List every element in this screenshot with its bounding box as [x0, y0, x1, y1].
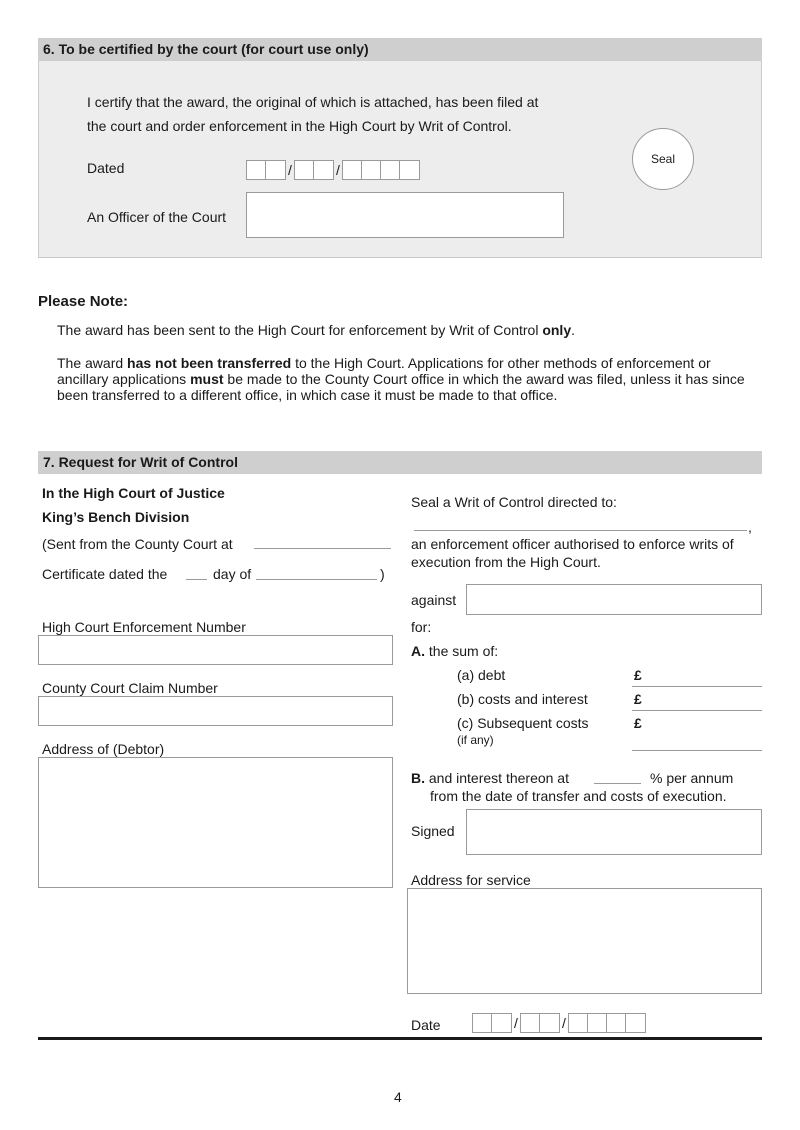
certify-text-line-2: the court and order enforcement in the High Court by Writ of Control.	[87, 118, 512, 134]
debtor-address-label: Address of (Debtor)	[42, 741, 165, 757]
signed-label: Signed	[411, 823, 455, 839]
claim-number-field[interactable]	[38, 696, 393, 726]
dated-date-field[interactable]	[246, 160, 420, 180]
date-slash: /	[336, 162, 340, 178]
for-label: for:	[411, 619, 432, 635]
certificate-month-field[interactable]	[256, 579, 377, 580]
against-field[interactable]	[466, 584, 762, 615]
day-of-label: day of	[213, 566, 252, 582]
seal-writ-label: Seal a Writ of Control directed to:	[411, 494, 617, 510]
request-day-field[interactable]	[472, 1013, 512, 1033]
date-slash: /	[562, 1015, 566, 1031]
certificate-dated-label: Certificate dated the	[42, 566, 168, 582]
request-month-field[interactable]	[520, 1013, 560, 1033]
pound-sign: £	[634, 691, 642, 707]
pound-sign: £	[634, 667, 642, 683]
costs-amount-field[interactable]	[632, 710, 762, 711]
section-6-header: 6. To be certified by the court (for court use only)	[38, 38, 762, 61]
directed-to-field[interactable]	[414, 530, 747, 531]
interest-rate-field[interactable]	[594, 783, 641, 784]
dated-day-field[interactable]	[246, 160, 286, 180]
if-any-label: (if any)	[457, 733, 494, 747]
subsequent-costs-field[interactable]	[632, 750, 762, 751]
service-address-field[interactable]	[407, 888, 762, 994]
note-paragraph-1: The award has been sent to the High Court for enforcement by Writ of Control only.	[57, 322, 575, 338]
dated-label: Dated	[87, 160, 125, 176]
enforcement-number-field[interactable]	[38, 635, 393, 665]
debt-label: (a) debt	[457, 667, 506, 683]
bottom-rule	[38, 1037, 762, 1040]
section-7-header: 7. Request for Writ of Control	[38, 451, 762, 474]
court-name-line-1: In the High Court of Justice	[42, 485, 225, 501]
service-address-label: Address for service	[411, 872, 531, 888]
pound-sign: £	[634, 715, 642, 731]
enforcement-number-label: High Court Enforcement Number	[42, 619, 246, 635]
item-a: A. the sum of:	[411, 643, 499, 659]
dated-year-field[interactable]	[342, 160, 420, 180]
certify-text-line-1: I certify that the award, the original of which is attached, has been filed at	[87, 94, 539, 110]
debt-amount-field[interactable]	[632, 686, 762, 687]
directed-to-comma: ,	[748, 519, 752, 535]
against-label: against	[411, 592, 457, 608]
certificate-day-field[interactable]	[186, 579, 207, 580]
officer-authorised-text: an enforcement officer authorised to enforce writs of execution from the High Court.	[411, 536, 734, 570]
seal-label: Seal	[650, 152, 676, 166]
per-annum-label: % per annum	[650, 770, 734, 786]
item-b: B. and interest thereon at	[411, 770, 569, 786]
request-date-field[interactable]	[472, 1013, 646, 1033]
seal-placeholder	[632, 128, 694, 190]
close-paren: )	[380, 566, 385, 582]
claim-number-label: County Court Claim Number	[42, 680, 218, 696]
sent-from-label: (Sent from the County Court at	[42, 536, 233, 552]
debtor-address-field[interactable]	[38, 757, 393, 888]
officer-label: An Officer of the Court	[87, 209, 227, 225]
date-slash: /	[288, 162, 292, 178]
sent-from-county-court-field[interactable]	[254, 548, 391, 549]
court-name-line-2: King’s Bench Division	[42, 509, 190, 525]
date-slash: /	[514, 1015, 518, 1031]
page-number: 4	[394, 1089, 402, 1105]
subsequent-costs-label: (c) Subsequent costs	[457, 715, 589, 731]
costs-label: (b) costs and interest	[457, 691, 588, 707]
date-label: Date	[411, 1017, 441, 1033]
please-note-heading: Please Note:	[38, 293, 129, 310]
request-year-field[interactable]	[568, 1013, 646, 1033]
transfer-costs-text: from the date of transfer and costs of execution.	[430, 788, 727, 804]
officer-signature-field[interactable]	[246, 192, 564, 238]
note-paragraph-2: The award has not been transferred to the High Court. Applications for other methods of enforcement or ancillary applications must be made to the County Court office in which the award was filed, unless it has since been transferred to a different office, in which case it must be made to that office.	[57, 355, 745, 403]
signed-field[interactable]	[466, 809, 762, 855]
dated-month-field[interactable]	[294, 160, 334, 180]
